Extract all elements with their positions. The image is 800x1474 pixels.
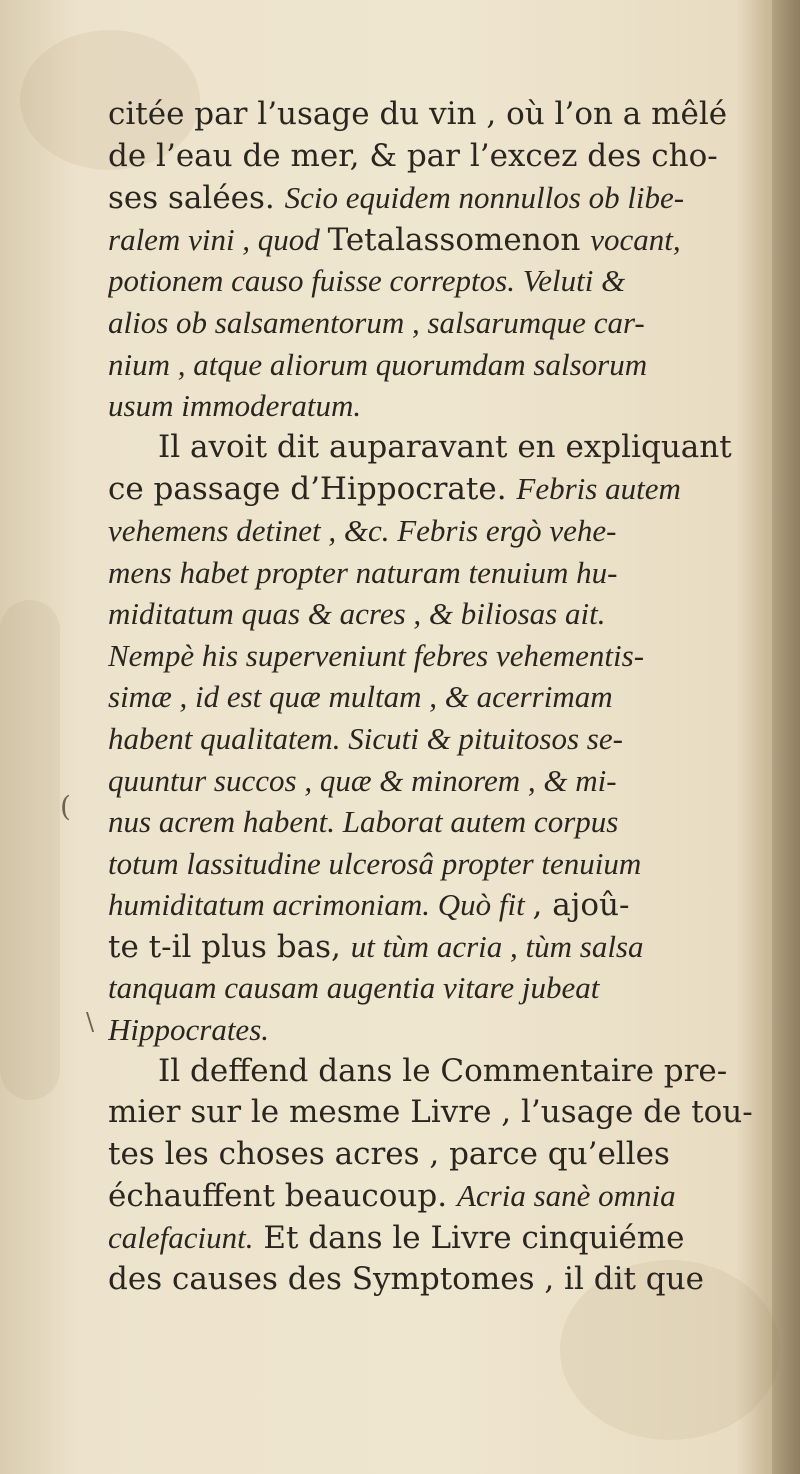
french-text: des causes des Symptomes , il dit que xyxy=(108,1260,704,1297)
latin-quotation: alios ob salsamentorum , salsarumque car- xyxy=(108,304,645,340)
margin-mark: ( xyxy=(60,790,71,823)
latin-quotation: habent qualitatem. Sicuti & pituitosos se- xyxy=(108,720,623,756)
text-line xyxy=(108,344,773,386)
text-line xyxy=(108,1134,773,1176)
text-line xyxy=(108,967,773,1009)
french-text: te t-il plus bas, xyxy=(108,928,351,965)
french-text: Et dans le Livre cinquiéme xyxy=(253,1220,685,1257)
text-line xyxy=(108,136,773,178)
text-line xyxy=(108,1009,773,1051)
latin-quotation: nium , atque aliorum quorumdam salsorum xyxy=(108,346,648,382)
latin-quotation: vocant, xyxy=(590,221,681,257)
text-line xyxy=(108,302,773,344)
latin-quotation: totum lassitudine ulcerosâ propter tenuium xyxy=(108,845,642,881)
latin-quotation: Scio equidem nonnullos ob libe- xyxy=(284,180,685,216)
french-text: mier sur le mesme Livre , l’usage de tou- xyxy=(108,1094,753,1131)
latin-quotation: calefaciunt. xyxy=(108,1220,254,1256)
text-line xyxy=(108,177,773,219)
text-line xyxy=(108,926,773,968)
latin-quotation: quuntur succos , quæ & minorem , & mi- xyxy=(108,762,617,798)
latin-quotation: usum immoderatum. xyxy=(108,388,362,424)
french-text: Il avoit dit auparavant en expliquant xyxy=(158,428,732,465)
text-line xyxy=(108,884,773,926)
text-line xyxy=(108,385,773,427)
french-text: de l’eau de mer, & par l’excez des cho- xyxy=(108,137,718,174)
latin-quotation: potionem causo fuisse correptos. Veluti & xyxy=(108,263,626,299)
latin-quotation: ralem vini , quod xyxy=(108,221,328,257)
text-line xyxy=(108,843,773,885)
french-text: , ajoû- xyxy=(532,887,630,924)
french-text: Tetalassomenon xyxy=(327,221,591,258)
french-text: ce passage d’Hippocrate. xyxy=(108,471,517,508)
text-line xyxy=(108,1175,773,1217)
french-text: échauffent beaucoup. xyxy=(108,1178,457,1215)
paper-stain xyxy=(0,600,60,1100)
text-line xyxy=(108,427,773,469)
french-text: ses salées. xyxy=(108,180,285,217)
text-line xyxy=(108,801,773,843)
page-text xyxy=(108,50,773,1300)
latin-quotation: mens habet propter naturam tenuium hu- xyxy=(108,554,618,590)
latin-quotation: humiditatum acrimoniam. Quò fit xyxy=(108,887,533,923)
text-line xyxy=(108,593,773,635)
latin-quotation: Acria sanè omnia xyxy=(456,1178,676,1214)
text-line xyxy=(108,260,773,302)
text-line xyxy=(108,635,773,677)
text-line xyxy=(108,510,773,552)
text-line xyxy=(108,1217,773,1259)
text-line xyxy=(108,468,773,510)
latin-quotation: vehemens detinet , &c. Febris ergò vehe- xyxy=(108,512,617,548)
latin-quotation: tanquam causam augentia vitare jubeat xyxy=(108,970,600,1006)
latin-quotation: simæ , id est quæ multam , & acerrimam xyxy=(108,679,613,715)
text-line xyxy=(108,1259,773,1301)
body-text xyxy=(108,94,773,1300)
text-line xyxy=(108,1051,773,1093)
text-line xyxy=(108,94,773,136)
text-line xyxy=(108,676,773,718)
french-text: Il deffend dans le Commentaire pre- xyxy=(158,1052,728,1089)
page-header xyxy=(108,50,773,94)
text-line xyxy=(108,1092,773,1134)
text-line xyxy=(108,718,773,760)
latin-quotation: miditatum quas & acres , & biliosas ait. xyxy=(108,596,606,632)
latin-quotation: nus acrem habent. Laborat autem corpus xyxy=(108,804,619,840)
latin-quotation: Nempè his superveniunt febres vehementis- xyxy=(108,637,645,673)
latin-quotation: Febris autem xyxy=(516,471,681,507)
margin-mark: \ xyxy=(86,1008,95,1036)
latin-quotation: Hippocrates. xyxy=(108,1012,270,1048)
page-edge-shadow xyxy=(772,0,800,1474)
french-text: tes les choses acres , parce qu’elles xyxy=(108,1135,670,1172)
french-text: citée par l’usage du vin , où l’on a mêlé xyxy=(108,96,728,132)
text-line xyxy=(108,219,773,261)
text-line xyxy=(108,760,773,802)
latin-quotation: ut tùm acria , tùm salsa xyxy=(350,928,644,964)
text-line xyxy=(108,552,773,594)
